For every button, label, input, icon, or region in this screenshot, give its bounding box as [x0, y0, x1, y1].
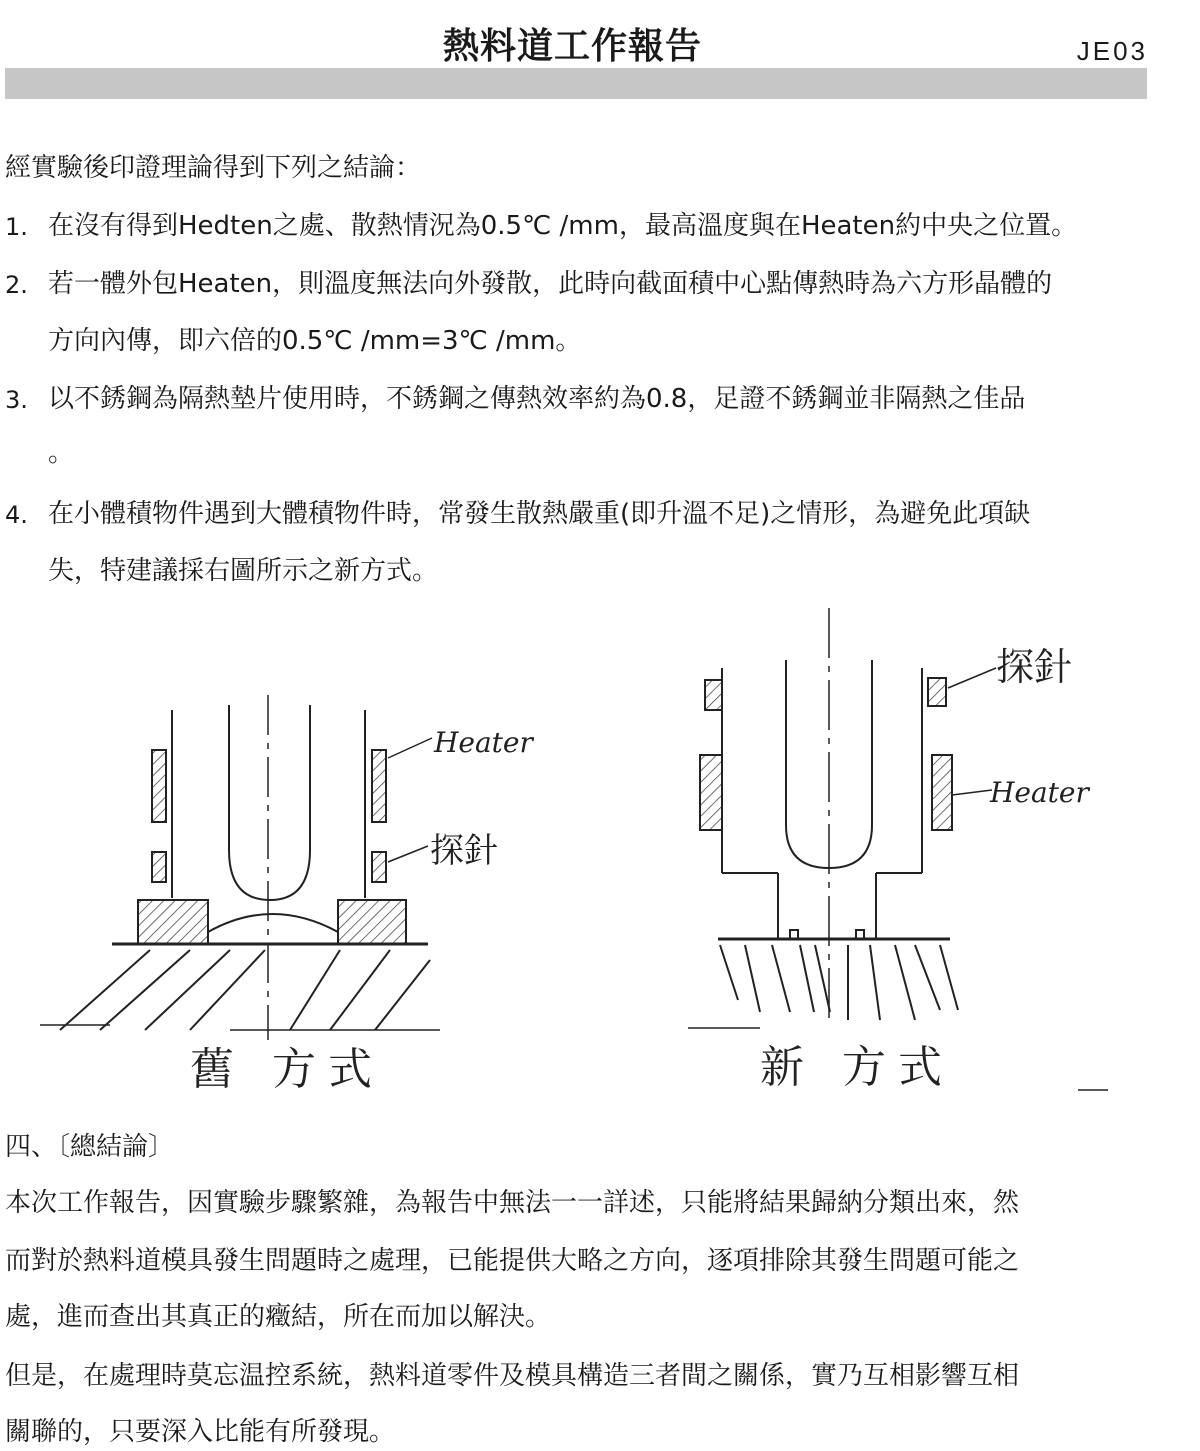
conclusion-3-line-2: 。: [48, 438, 75, 468]
list-number-4: 4.: [5, 501, 28, 529]
new-method-caption: 新 方式: [760, 1042, 954, 1093]
conclusion-4-line-2: 失，特建議採右圖所示之新方式。: [48, 556, 439, 586]
intro-text: 經實驗後印證理論得到下列之結論：: [5, 153, 422, 183]
new-heater-label: Heater: [990, 776, 1089, 809]
summary-para-1-line-2: 而對於熱料道模具發生問題時之處理，已能提供大略之方向，逐項排除其發生問題可能之: [5, 1246, 1020, 1276]
list-number-2: 2.: [5, 271, 28, 299]
summary-para-2-line-1: 但是，在處理時莫忘温控系統，熱料道零件及模具構造三者間之關係，實乃互相影響互相: [5, 1361, 1020, 1391]
conclusion-1-line-1: 在沒有得到Hedten之處、散熱情況為0.5℃ /mm，最高溫度與在Heaten約中央之位置。: [48, 211, 1078, 241]
summary-para-1-line-1: 本次工作報告，因實驗步驟繁雜，為報告中無法一一詳述，只能將結果歸納分類出來，然: [5, 1188, 1020, 1218]
list-number-3: 3.: [5, 386, 28, 414]
conclusion-4-line-1: 在小體積物件遇到大體積物件時，常發生散熱嚴重(即升溫不足)之情形，為避免此項缺: [48, 499, 1031, 529]
old-probe-label: 探針: [430, 831, 498, 871]
summary-para-2-line-2: 關聯的，只要深入比能有所發現。: [5, 1417, 396, 1447]
title-bar: [5, 68, 1147, 99]
conclusion-2-line-2: 方向內傳，即六倍的0.5℃ /mm=3℃ /mm。: [48, 326, 582, 356]
old-method-caption: 舊 方式: [190, 1044, 384, 1095]
new-probe-label: 探針: [996, 645, 1073, 689]
summary-heading: 四、〔總結論〕: [5, 1132, 175, 1162]
list-number-1: 1.: [5, 213, 28, 241]
summary-para-1-line-3: 處，進而查出其真正的癥結，所在而加以解決。: [5, 1302, 552, 1332]
old-heater-label: Heater: [434, 726, 533, 759]
conclusion-2-line-1: 若一體外包Heaten，則溫度無法向外發散，此時向截面積中心點傳熱時為六方形晶體的: [48, 269, 1053, 299]
nozzle-diagram: [0, 600, 1200, 1100]
old-method-drawing: [40, 695, 440, 1040]
page-title: 熱料道工作報告: [442, 26, 702, 67]
conclusion-3-line-1: 以不銹鋼為隔熱墊片使用時，不銹鋼之傳熱效率約為0.8，足證不銹鋼並非隔熱之佳品: [48, 384, 1026, 414]
document-code: JE03: [1076, 36, 1148, 66]
